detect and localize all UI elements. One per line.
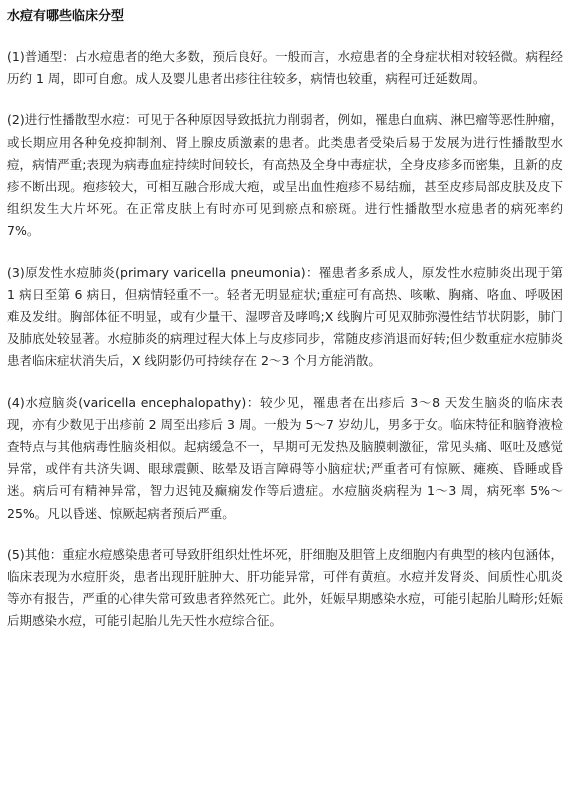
paragraph-common-type: (1)普通型：占水痘患者的绝大多数，预后良好。一般而言，水痘患者的全身症状相对较轻微。病程经历约 1 周，即可自愈。成人及婴儿患者出疹往往较多，病情也较重，病程可迁延数周。 xyxy=(7,49,563,87)
paragraph-other-complications: (5)其他：重症水痘感染患者可导致肝组织灶性坏死，肝细胞及胆管上皮细胞内有典型的核内包涵体，临床表现为水痘肝炎，患者出现肝脏肿大、肝功能异常，可伴有黄疸。水痘并发肾炎、间质性心肌炎等亦有报告，严重的心律失常可致患者猝然死亡。此外，妊娠早期感染水痘，可能引起胎儿畸形;妊娠后期感染水痘，可能引起胎儿先天性水痘综合征。 xyxy=(7,546,563,629)
paragraph-primary-varicella-pneumonia: (3)原发性水痘肺炎(primary varicella pneumonia)：罹患者多系成人，原发性水痘肺炎出现于第 1 病日至第 6 病日，但病情轻重不一。轻者无明显症状;重症可有高热、咳嗽、胸痛、咯血、呼吸困难及发绀。胸部体征不明显，或有少量干、湿啰音及哮鸣;X 线胸片可见双肺弥漫性结节状阴影，肺门及肺底处较显著。水痘肺炎的病理过程大体上与皮疹同步，常随皮疹消退而好转;但少数重症水痘肺炎患者临床症状消失后，X 线阴影仍可持续存在 2～3 个月方能消散。 xyxy=(7,264,563,369)
article-body xyxy=(7,46,563,633)
paragraph-progressive-disseminated-type: (2)进行性播散型水痘：可见于各种原因导致抵抗力削弱者，例如，罹患白血病、淋巴瘤等恶性肿瘤，或长期应用各种免疫抑制剂、肾上腺皮质激素的患者。此类患者受染后易于发展为进行性播散型水痘，病情严重;表现为病毒血症持续时间较长，有高热及全身中毒症状，全身皮疹多而密集，且新的皮疹不断出现。疱疹较大，可相互融合形成大疱，或呈出血性疱疹不易结痂，甚至皮疹局部皮肤及皮下组织发生大片坏死。在正常皮肤上有时亦可见到瘀点和瘀斑。进行性播散型水痘患者的病死率约 7%。 xyxy=(7,112,563,239)
paragraph-varicella-encephalopathy: (4)水痘脑炎(varicella encephalopathy)：较少见，罹患者在出疹后 3～8 天发生脑炎的临床表现，亦有少数见于出疹前 2 周至出疹后 3 周。一般为 5～7 岁幼儿，男多于女。临床特征和脑脊液检查特点与其他病毒性脑炎相似。起病缓急不一，早期可无发热及脑膜刺激征，常见头痛、呕吐及感觉异常，或伴有共济失调、眼球震颤、眩晕及语言障碍等小脑症状;严重者可有惊厥、瘫痪、昏睡或昏迷。病后可有精神异常，智力迟钝及癫痫发作等后遗症。水痘脑炎病程为 1～3 周，病死率 5%～25%。凡以昏迷、惊厥起病者预后严重。 xyxy=(7,394,563,521)
article-title: 水痘有哪些临床分型 xyxy=(7,9,125,24)
